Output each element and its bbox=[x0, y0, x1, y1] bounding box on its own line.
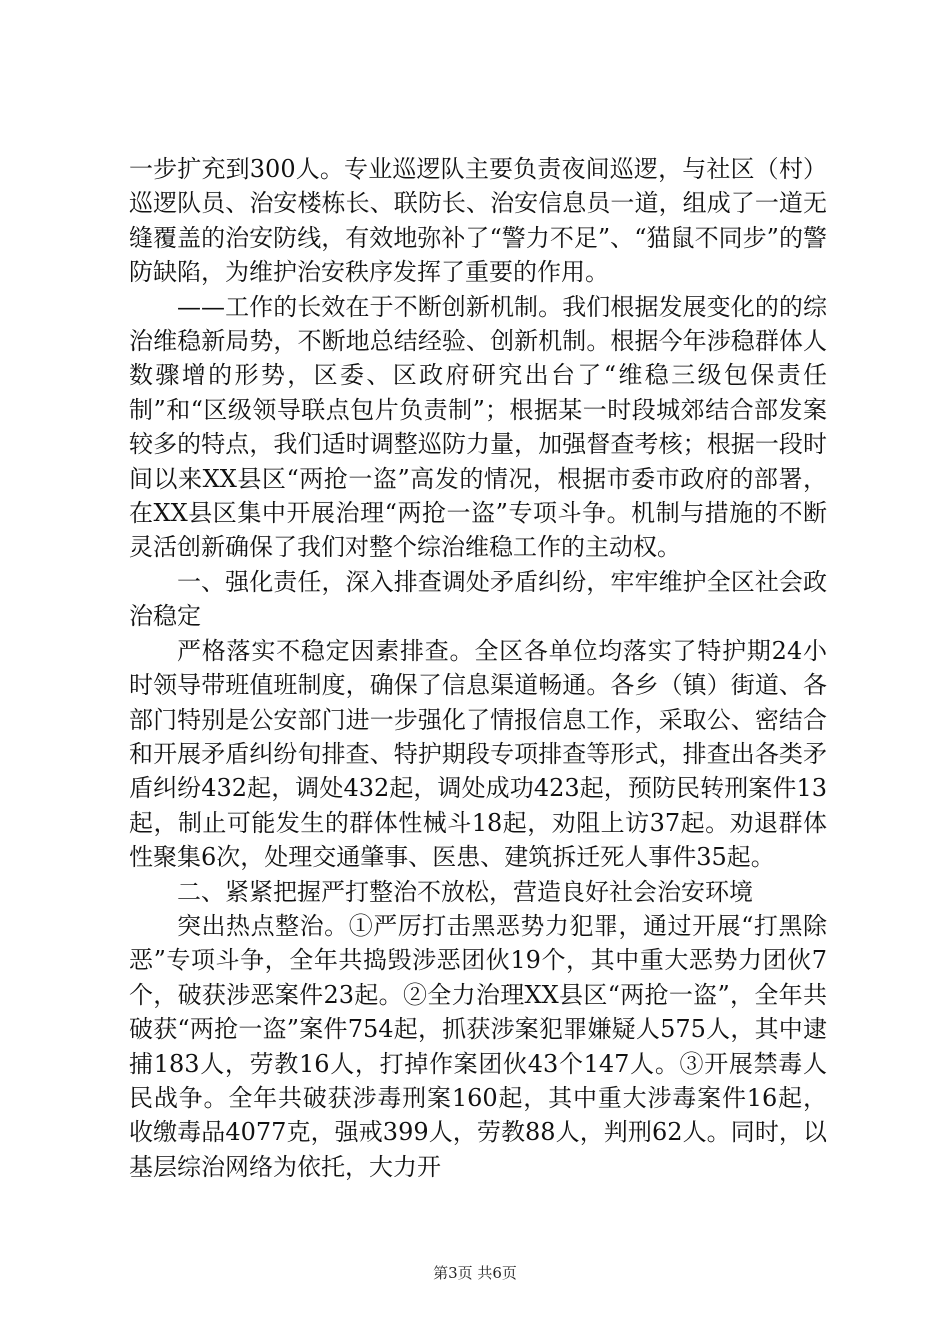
page-number-footer: 第3页 共6页 bbox=[433, 1264, 517, 1282]
section-heading-one: 一、强化责任，深入排查调处矛盾纠纷，牢牢维护全区社会政治稳定 bbox=[129, 567, 827, 631]
paragraph-hotspot-rectification: 突出热点整治。①严厉打击黑恶势力犯罪，通过开展“打黑除恶”专项斗争，全年共捣毁涉恶团伙19个，其中重大恶势力团伙7个，破获涉恶案件23起。②全力治理XX县区“两抢一盗”，全年共破获“两抢一盗”案件754起，抓获涉案犯罪嫌疑人575人，其中逮捕183人，劳教16人，打掉作案团伙43个147人。③开展禁毒人民战争。全年共破获涉毒刑案160起，其中重大涉毒案件16起，收缴毒品4077克，强戒399人，劳教88人，判刑62人。同时，以基层综治网络为依托，大力开 bbox=[129, 911, 827, 1181]
document-body bbox=[129, 152, 827, 1184]
paragraph-mechanism-innovation: ——工作的长效在于不断创新机制。我们根据发展变化的的综治维稳新局势，不断地总结经验、创新机制。根据今年涉稳群体人数骤增的形势，区委、区政府研究出台了“维稳三级包保责任制”和“区级领导联点包片负责制”；根据某一时段城郊结合部发案较多的特点，我们适时调整巡防力量，加强督查考核；根据一段时间以来XX县区“两抢一盗”高发的情况，根据市委市政府的部署，在XX县区集中开展治理“两抢一盗”专项斗争。机制与措施的不断灵活创新确保了我们对整个综治维稳工作的主动权。 bbox=[129, 292, 827, 562]
paragraph-continuation: 一步扩充到300人。专业巡逻队主要负责夜间巡逻，与社区（村）巡逻队员、治安楼栋长、联防长、治安信息员一道，组成了一道无缝覆盖的治安防线，有效地弥补了“警力不足”、“猫鼠不同步”的警防缺陷，为维护治安秩序发挥了重要的作用。 bbox=[129, 155, 827, 287]
section-heading-two: 二、紧紧把握严打整治不放松，营造良好社会治安环境 bbox=[177, 877, 753, 906]
paragraph-dispute-screening: 严格落实不稳定因素排查。全区各单位均落实了特护期24小时领导带班值班制度，确保了信息渠道畅通。各乡（镇）街道、各部门特别是公安部门进一步强化了情报信息工作，采取公、密结合和开展矛盾纠纷旬排查、特护期段专项排查等形式，排查出各类矛盾纠纷432起，调处432起，调处成功423起，预防民转刑案件13起，制止可能发生的群体性械斗18起，劝阻上访37起。劝退群体性聚集6次，处理交通肇事、医患、建筑拆迁死人事件35起。 bbox=[129, 636, 827, 872]
